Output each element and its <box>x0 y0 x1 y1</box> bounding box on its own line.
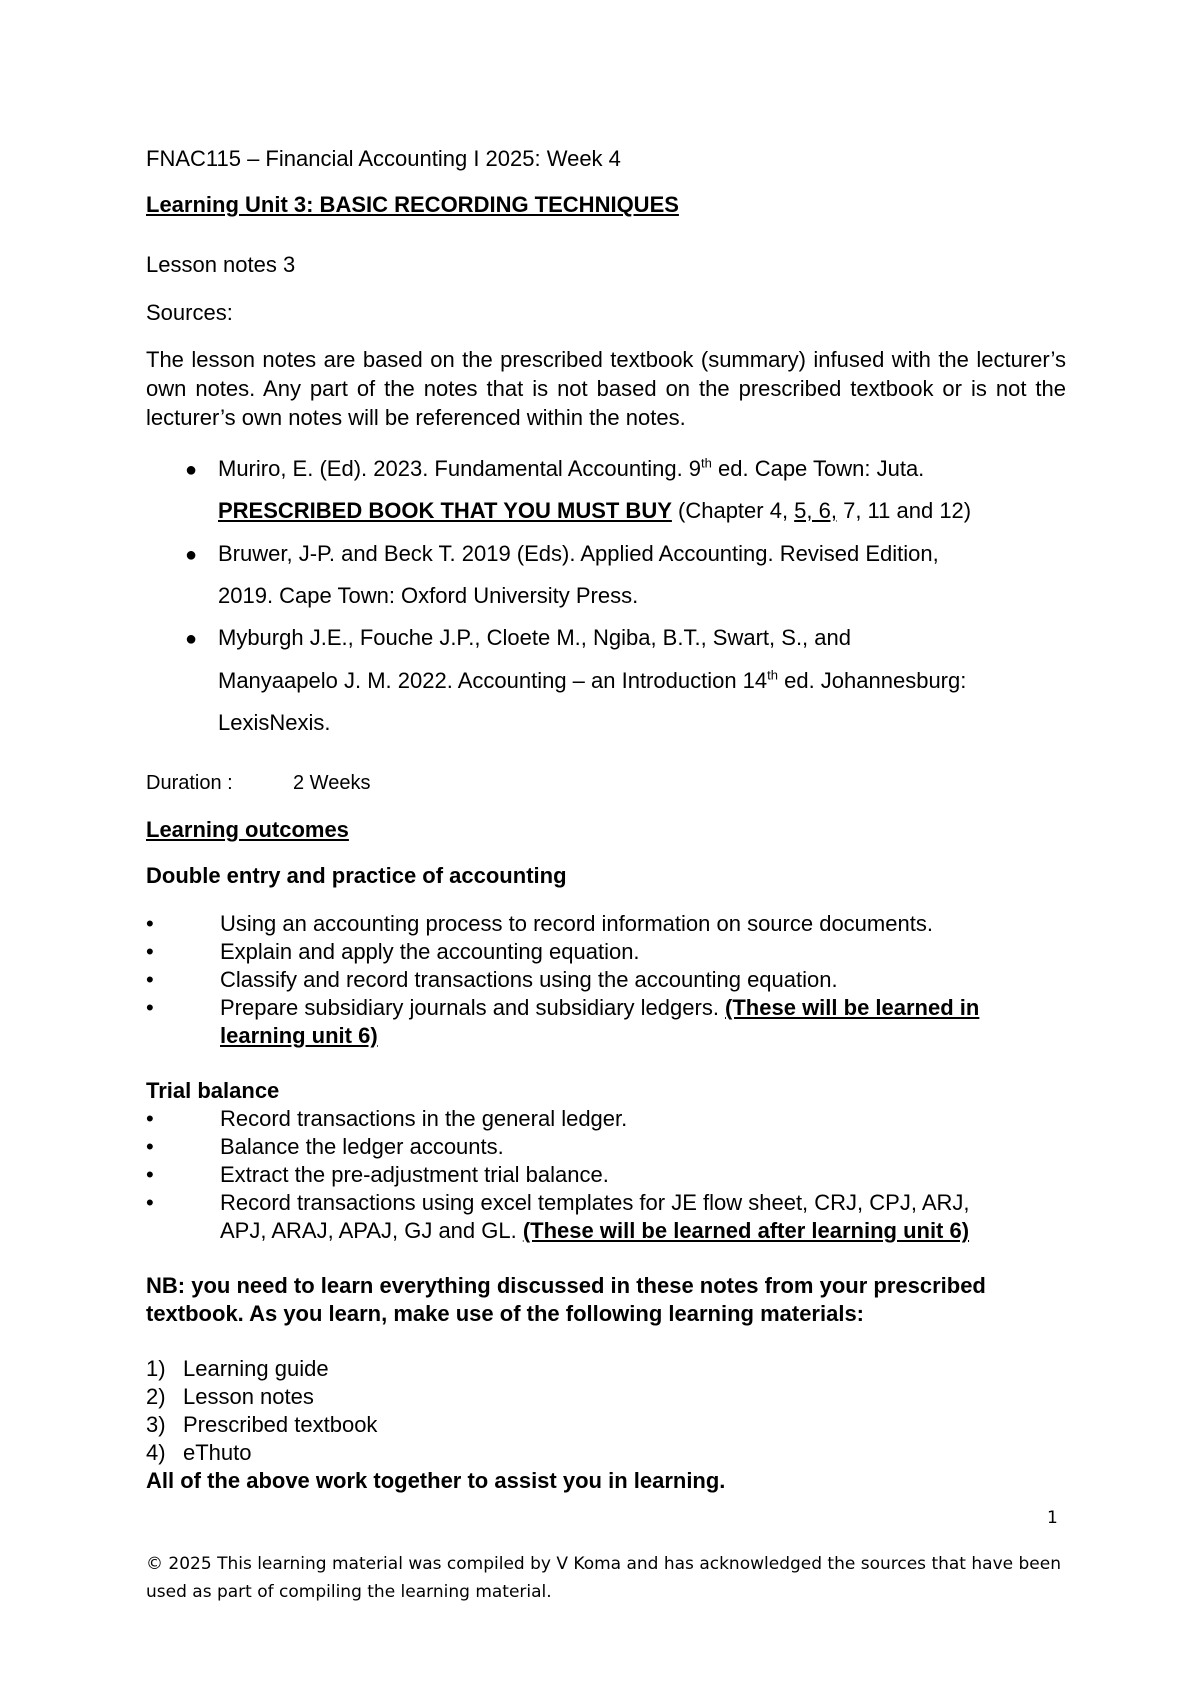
bullet-icon: • <box>146 1106 154 1131</box>
material-number: 3) <box>146 1412 166 1437</box>
source-3-line-2: Manyaapelo J. M. 2022. Accounting – an Introduction 14th ed. Johannesburg: <box>218 667 967 693</box>
bullet-icon: • <box>146 1134 154 1159</box>
bullet-icon: ● <box>185 459 198 481</box>
outcome-item: Extract the pre-adjustment trial balance. <box>220 1162 609 1187</box>
nb-line-2: textbook. As you learn, make use of the following learning materials: <box>146 1301 865 1326</box>
source-3-line-1: Myburgh J.E., Fouche J.P., Cloete M., Ngiba, B.T., Swart, S., and <box>218 625 851 650</box>
learning-outcomes-heading: Learning outcomes <box>146 817 349 842</box>
double-entry-heading: Double entry and practice of accounting <box>146 863 567 888</box>
duration-label: Duration : <box>146 772 233 794</box>
source-3-line-3: LexisNexis. <box>218 710 331 735</box>
outcome-item-note: learning unit 6) <box>220 1023 378 1048</box>
bullet-icon: • <box>146 939 154 964</box>
outcome-item: Using an accounting process to record information on source documents. <box>220 911 933 936</box>
outcome-item: Explain and apply the accounting equation. <box>220 939 640 964</box>
bullet-icon: • <box>146 911 154 936</box>
intro-paragraph: The lesson notes are based on the prescribed textbook (summary) infused with the lecturer’s own notes. Any part of the notes that is not based on the prescribed textbook or is not the lecturer’s own notes will be referenced within the notes. <box>146 347 1066 430</box>
source-1-line-1: Muriro, E. (Ed). 2023. Fundamental Accounting. 9th ed. Cape Town: Juta. <box>218 455 925 481</box>
material-number: 2) <box>146 1384 166 1409</box>
bullet-icon: ● <box>185 544 198 566</box>
closing-statement: All of the above work together to assist you in learning. <box>146 1468 726 1493</box>
outcome-item: Record transactions using excel templates for JE flow sheet, CRJ, CPJ, ARJ, <box>220 1190 970 1215</box>
material-item: eThuto <box>183 1440 252 1465</box>
page-number: 1 <box>1047 1508 1058 1528</box>
outcome-item: Record transactions in the general ledger. <box>220 1106 628 1131</box>
nb-line-1: NB: you need to learn everything discussed in these notes from your prescribed <box>146 1273 986 1298</box>
material-number: 4) <box>146 1440 166 1465</box>
duration-value: 2 Weeks <box>293 772 371 794</box>
bullet-icon: • <box>146 967 154 992</box>
unit-title: Learning Unit 3: BASIC RECORDING TECHNIQUES <box>146 192 679 217</box>
source-1-line-2: PRESCRIBED BOOK THAT YOU MUST BUY (Chapter 4, 5, 6, 7, 11 and 12) <box>218 498 972 523</box>
material-number: 1) <box>146 1356 166 1381</box>
source-2-line-2: 2019. Cape Town: Oxford University Press. <box>218 583 639 608</box>
copyright-footer: © 2025 This learning material was compiled by V Koma and has acknowledged the sources that have been used as part of compiling the learning material. <box>146 1554 1061 1602</box>
bullet-icon: • <box>146 1190 154 1215</box>
lesson-label: Lesson notes 3 <box>146 252 296 277</box>
bullet-icon: • <box>146 995 154 1020</box>
outcome-item: Balance the ledger accounts. <box>220 1134 504 1159</box>
material-item: Prescribed textbook <box>183 1412 378 1437</box>
material-item: Lesson notes <box>183 1384 314 1409</box>
outcome-item-cont: APJ, ARAJ, APAJ, GJ and GL. (These will be learned after learning unit 6) <box>220 1218 970 1243</box>
outcome-item: Classify and record transactions using the accounting equation. <box>220 967 838 992</box>
bullet-icon: ● <box>185 628 198 650</box>
source-2-line-1: Bruwer, J-P. and Beck T. 2019 (Eds). Applied Accounting. Revised Edition, <box>218 541 939 566</box>
trial-balance-heading: Trial balance <box>146 1078 280 1103</box>
outcome-item: Prepare subsidiary journals and subsidiary ledgers. (These will be learned in <box>220 995 980 1020</box>
prescribed-book-note: PRESCRIBED BOOK THAT YOU MUST BUY <box>218 498 672 523</box>
bullet-icon: • <box>146 1162 154 1187</box>
material-item: Learning guide <box>183 1356 329 1381</box>
sources-label: Sources: <box>146 300 233 325</box>
course-title: FNAC115 – Financial Accounting I 2025: Week 4 <box>146 146 621 171</box>
